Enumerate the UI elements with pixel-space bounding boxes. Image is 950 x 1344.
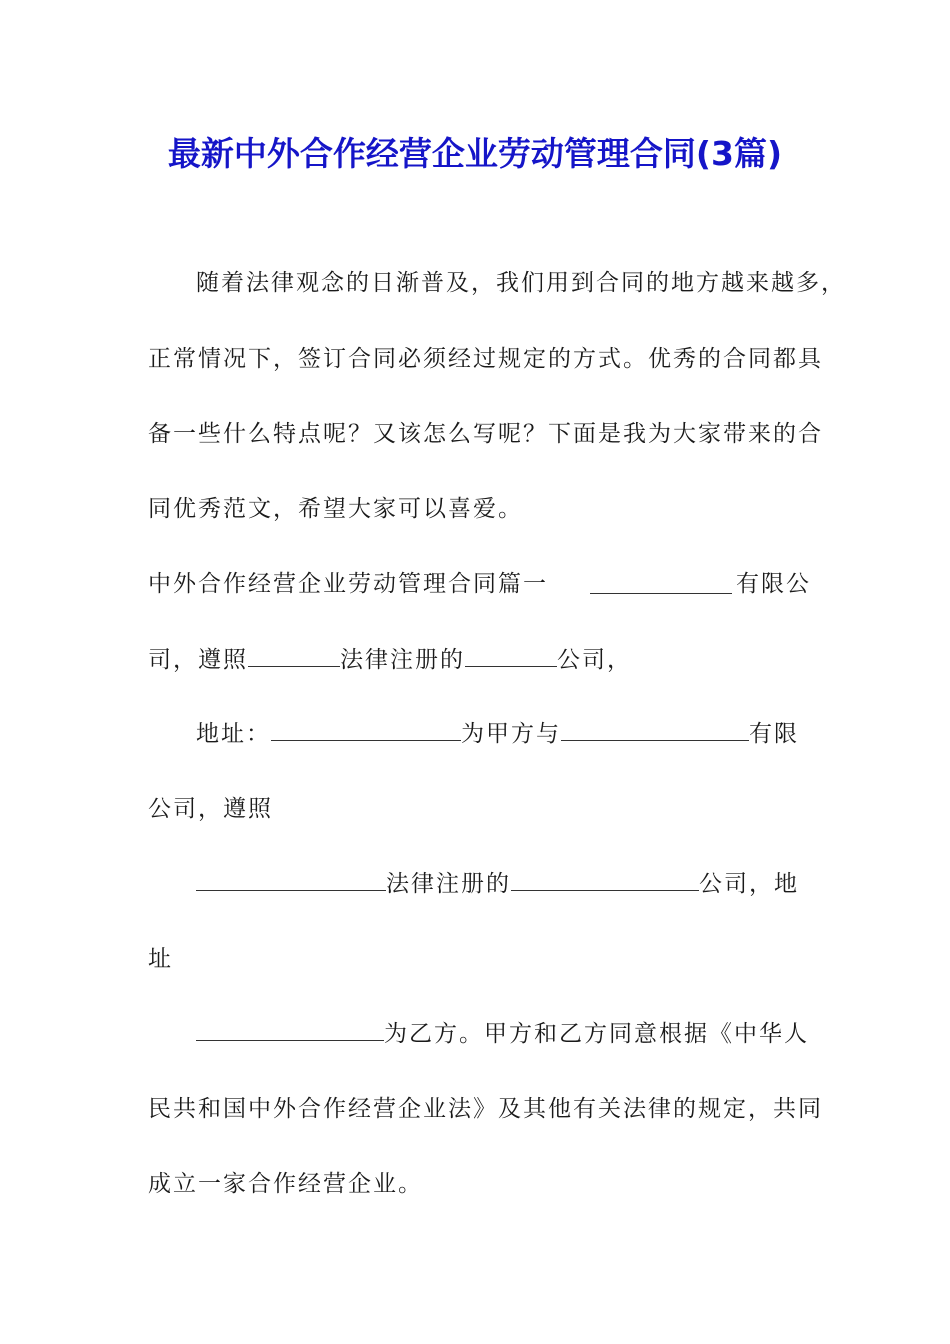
blank-company-2 [511,870,699,891]
line-1-tail: 有限公 [736,571,811,597]
line-2-b: 法律注册的 [340,647,465,673]
line-3-c: 有限 [749,721,799,747]
line-3-b: 为甲方与 [461,721,561,747]
intro-line-2: 正常情况下，签订合同必须经过规定的方式。优秀的合同都具 [148,346,823,372]
line-2-c: 公司， [557,647,632,673]
line-2 [148,645,632,675]
blank-address-b [196,1020,384,1041]
line-7 [196,1019,809,1049]
line-5-c: 公司，地 [699,871,799,897]
blank-company-1 [465,646,557,667]
line-5-b: 法律注册的 [386,871,511,897]
line-2-a: 司，遵照 [148,647,248,673]
line-6: 址 [148,946,173,972]
section-heading: 中外合作经营企业劳动管理合同篇一 [148,571,548,597]
line-4: 公司，遵照 [148,796,273,822]
line-9: 成立一家合作经营企业。 [148,1171,423,1197]
intro-line-1: 随着法律观念的日渐普及，我们用到合同的地方越来越多， [196,270,846,296]
intro-line-4: 同优秀范文，希望大家可以喜爱。 [148,496,523,522]
line-3 [196,719,799,749]
line-5 [196,869,799,899]
blank-company-b [561,720,749,741]
blank-address-a [271,720,461,741]
blank-law-2 [196,870,386,891]
line-3-a: 地址： [196,721,271,747]
document-title: 最新中外合作经营企业劳动管理合同(3篇) [167,134,783,173]
intro-line-3: 备一些什么特点呢？又该怎么写呢？下面是我为大家带来的合 [148,421,823,447]
blank-company-name [590,573,732,594]
line-8: 民共和国中外合作经营企业法》及其他有关法律的规定，共同 [148,1096,823,1122]
blank-law-1 [248,646,340,667]
line-7-b: 为乙方。甲方和乙方同意根据《中华人 [384,1021,809,1047]
